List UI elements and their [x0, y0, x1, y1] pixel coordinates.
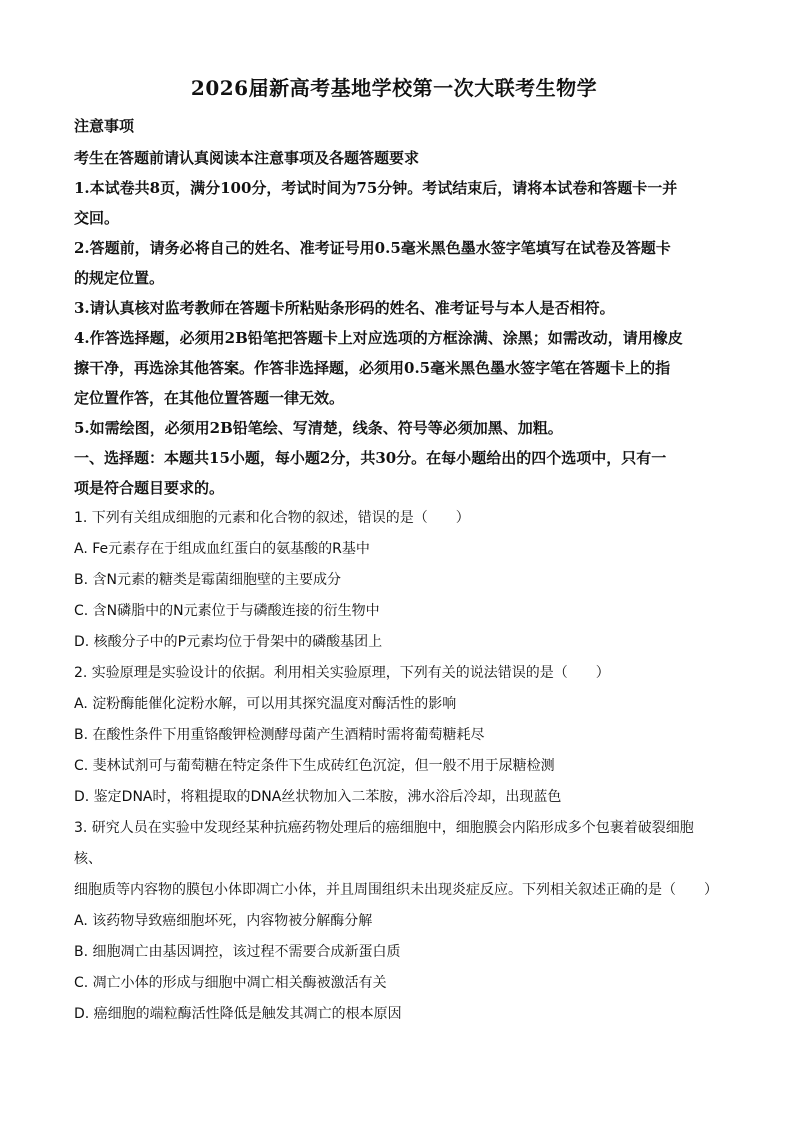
notice-line: 擦干净，再选涂其他答案。作答非选择题，必须用0.5毫米黑色墨水签字笔在答题卡上的指	[74, 359, 671, 377]
question-stem: 细胞质等内容物的膜包小体即凋亡小体，并且周围组织未出现炎症反应。下列相关叙述正确的是（ ）	[74, 882, 718, 898]
notice-line: 2.答题前，请务必将自己的姓名、准考证号用0.5毫米黑色墨水签字笔填写在试卷及答题卡	[74, 239, 671, 257]
option-c: C. 凋亡小体的形成与细胞中凋亡相关酶被激活有关	[74, 975, 387, 991]
option-a: A. 淀粉酶能催化淀粉水解，可以用其探究温度对酶活性的影响	[74, 696, 457, 712]
option-d: D. 鉴定DNA时，将粗提取的DNA丝状物加入二苯胺，沸水浴后冷却，出现蓝色	[74, 789, 562, 805]
notice-line: 4.作答选择题，必须用2B铅笔把答题卡上对应选项的方框涂满、涂黑；如需改动，请用橡皮	[74, 329, 683, 347]
notice-section	[74, 111, 714, 443]
option-a: A. 该药物导致癌细胞坏死，内容物被分解酶分解	[74, 913, 373, 929]
notice-heading: 注意事项	[74, 117, 135, 135]
option-a: A. Fe元素存在于组成血红蛋白的氨基酸的R基中	[74, 541, 370, 557]
question-stem: 1. 下列有关组成细胞的元素和化合物的叙述，错误的是（ ）	[74, 510, 470, 526]
question-stem: 3. 研究人员在实验中发现经某种抗癌药物处理后的癌细胞中，细胞膜会内陷形成多个包裹着破裂细胞核、	[74, 820, 694, 867]
notice-intro: 考生在答题前请认真阅读本注意事项及各题答题要求	[74, 149, 420, 167]
option-d: D. 核酸分子中的P元素均位于骨架中的磷酸基团上	[74, 634, 383, 650]
option-c: C. 含N磷脂中的N元素位于与磷酸连接的衍生物中	[74, 603, 380, 619]
notice-line: 5.如需绘图，必须用2B铅笔绘、写清楚，线条、符号等必须加黑、加粗。	[74, 419, 563, 437]
notice-line: 定位置作答，在其他位置答题一律无效。	[74, 389, 345, 407]
option-b: B. 在酸性条件下用重铬酸钾检测酵母菌产生酒精时需将葡萄糖耗尽	[74, 727, 485, 743]
option-b: B. 细胞凋亡由基因调控，该过程不需要合成新蛋白质	[74, 944, 401, 960]
option-c: C. 斐林试剂可与葡萄糖在特定条件下生成砖红色沉淀，但一般不用于尿糖检测	[74, 758, 555, 774]
question-2	[74, 658, 714, 813]
notice-line: 3.请认真核对监考教师在答题卡所粘贴条形码的姓名、准考证号与本人是否相符。	[74, 299, 615, 317]
notice-line: 1.本试卷共8页，满分100分，考试时间为75分钟。考试结束后，请将本试卷和答题卡一并	[74, 179, 678, 197]
section-heading-line: 项是符合题目要求的。	[74, 479, 225, 497]
notice-line: 的规定位置。	[74, 269, 165, 287]
section-heading-line: 一、选择题：本题共15小题，每小题2分，共30分。在每小题给出的四个选项中，只有一	[74, 449, 667, 467]
notice-line: 交回。	[74, 209, 120, 227]
option-b: B. 含N元素的糖类是霉菌细胞壁的主要成分	[74, 572, 341, 588]
question-1	[74, 503, 714, 658]
section-heading	[74, 443, 714, 503]
exam-title: 2026届新高考基地学校第一次大联考生物学	[190, 76, 598, 100]
question-stem: 2. 实验原理是实验设计的依据。利用相关实验原理，下列有关的说法错误的是（ ）	[74, 665, 610, 681]
question-3	[74, 813, 718, 1030]
option-d: D. 癌细胞的端粒酶活性降低是触发其凋亡的根本原因	[74, 1006, 402, 1022]
